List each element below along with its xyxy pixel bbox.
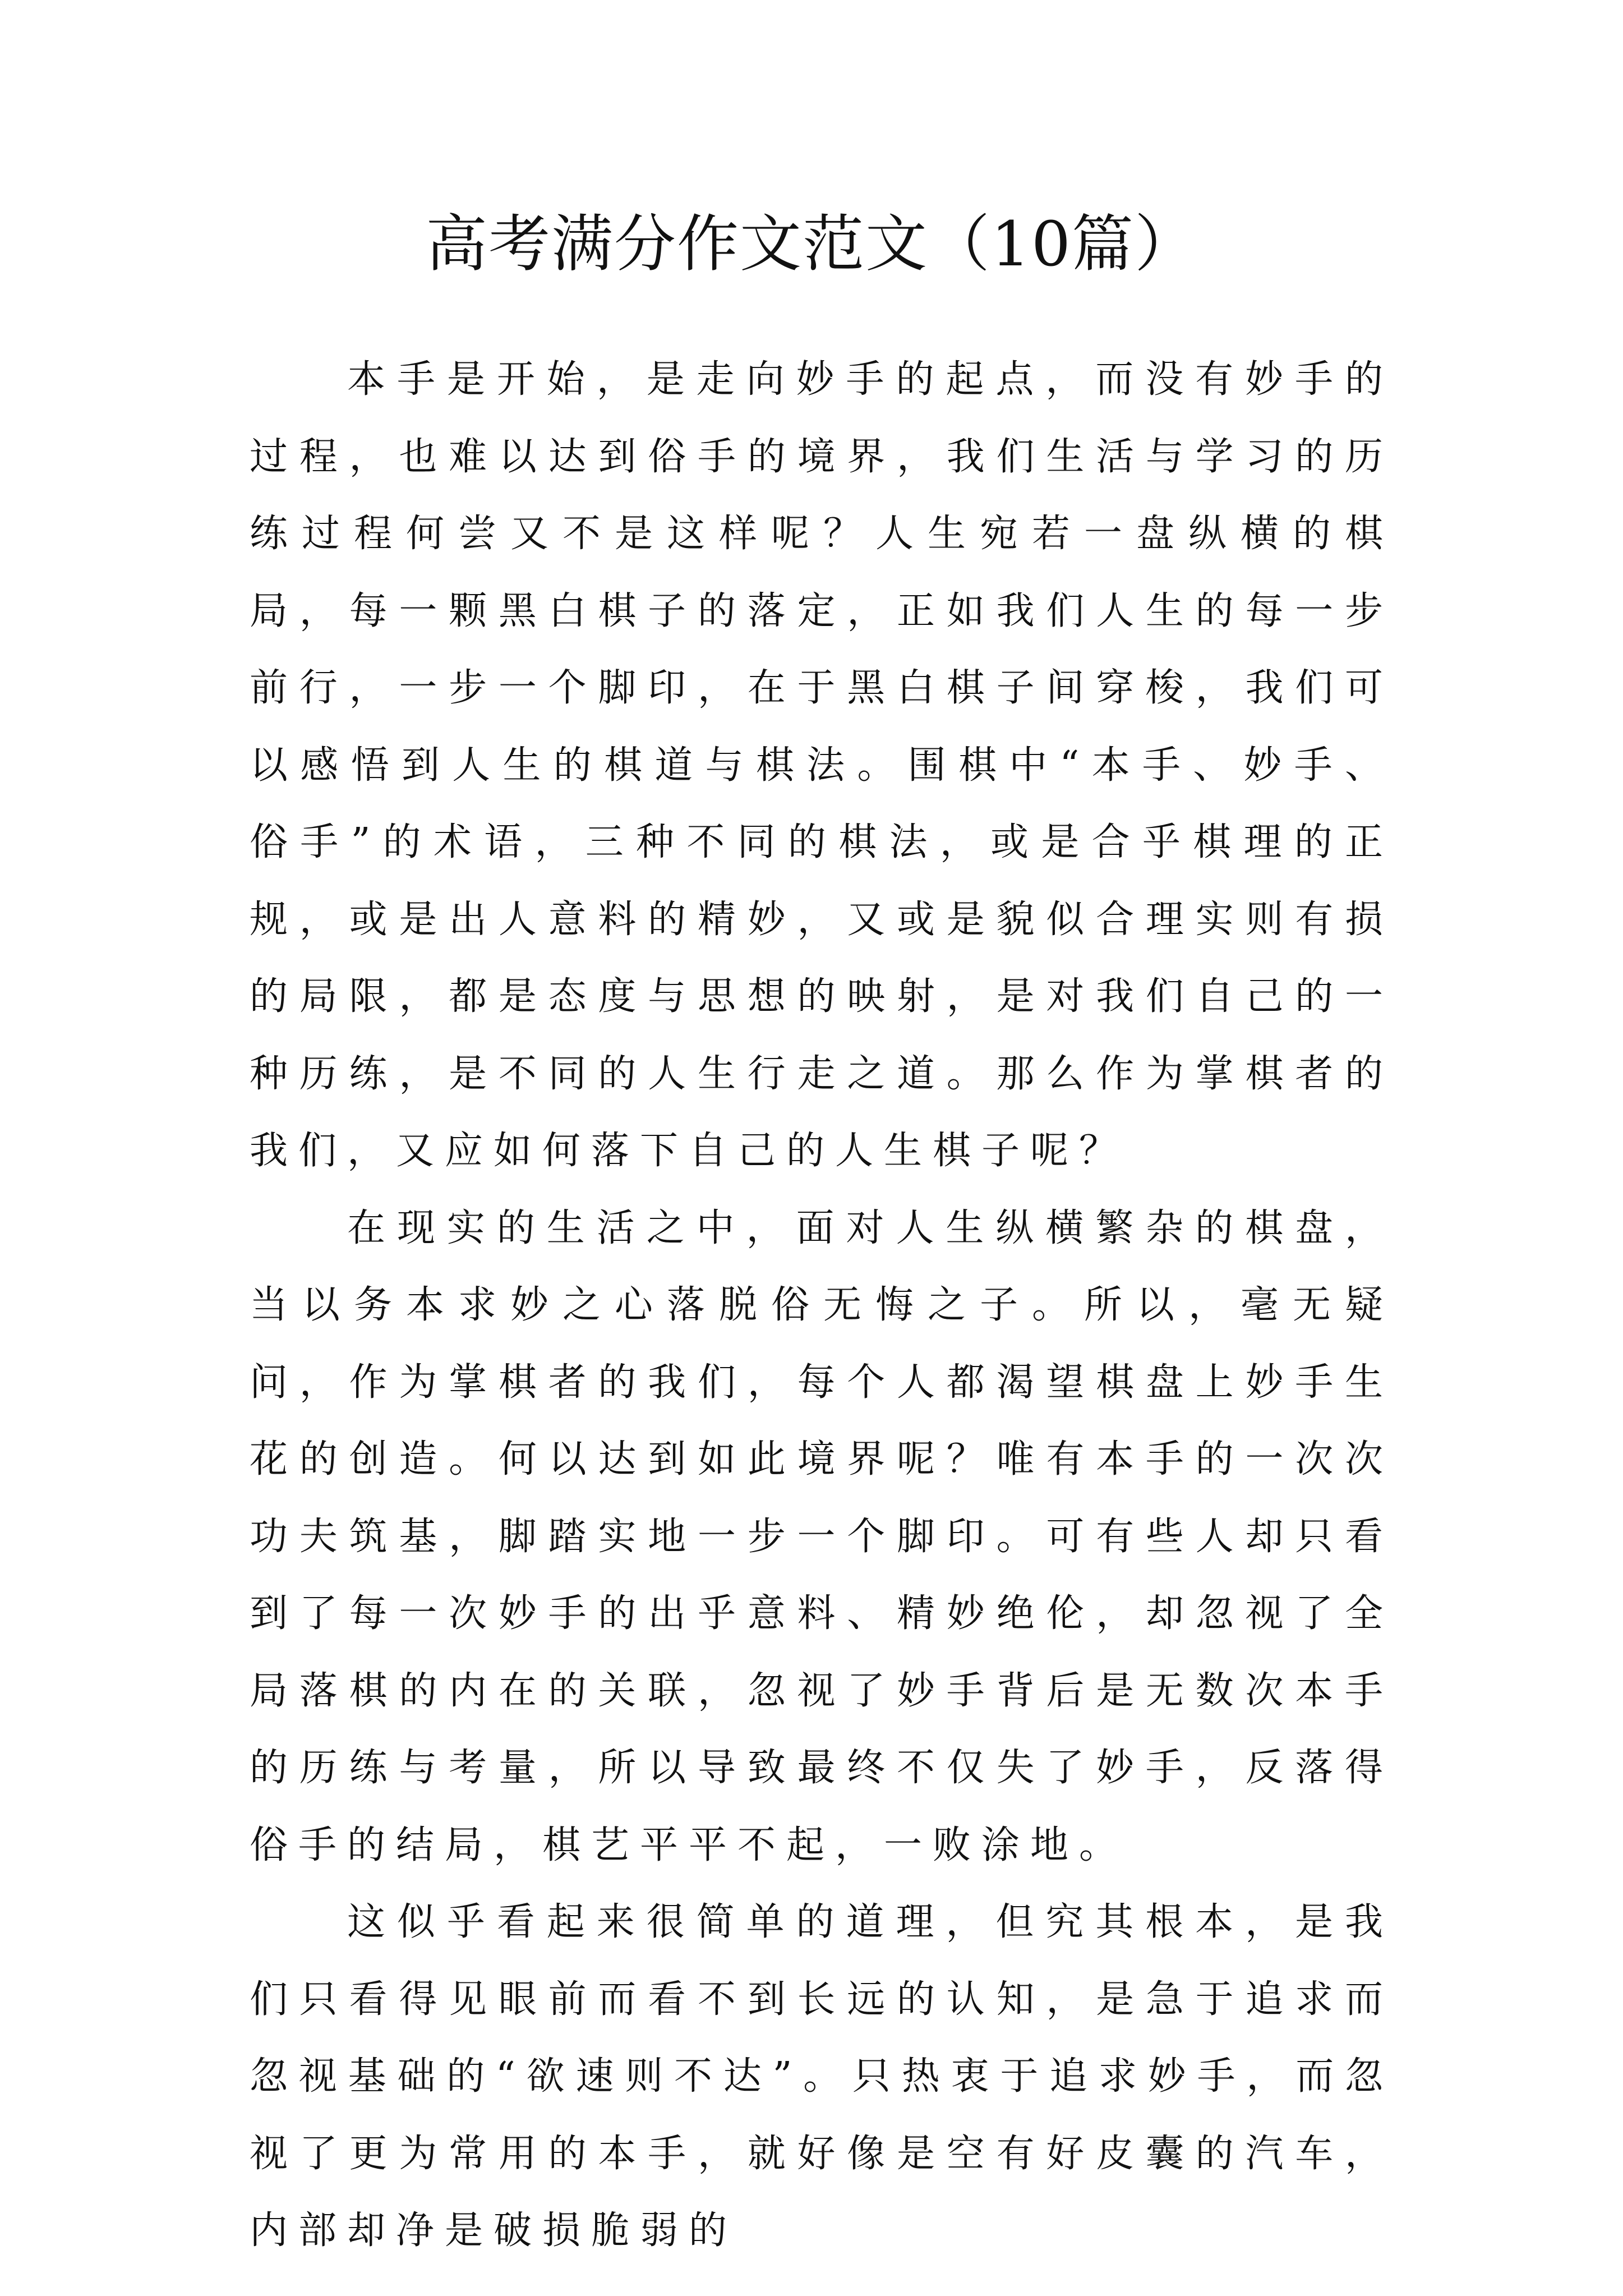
document-title: 高考满分作文范文（10篇）: [426, 208, 1197, 280]
paragraph-3: 这似乎看起来很简单的道理，但究其根本，是我们只看得见眼前而看不到长远的认知，是急于追求而忽视基础的“欲速则不达”。只热衷于追求妙手，而忽视了更为常用的本手，就好像是空有好皮囊的汽车，内部却净是破损脆弱的: [250, 1900, 1394, 2253]
paragraph-2: 在现实的生活之中，面对人生纵横繁杂的棋盘，当以务本求妙之心落脱俗无悔之子。所以，毫无疑问，作为掌棋者的我们，每个人都渴望棋盘上妙手生花的创造。何以达到如此境界呢？唯有本手的一次次功夫筑基，脚踏实地一步一个脚印。可有些人却只看到了每一次妙手的出乎意料、精妙绝伦，却忽视了全局落棋的内在的关联，忽视了妙手背后是无数次本手的历练与考量，所以导致最终不仅失了妙手，反落得俗手的结局，棋艺平平不起，一败涂地。: [250, 1205, 1394, 1867]
paragraph-1: 本手是开始，是走向妙手的起点，而没有妙手的过程，也难以达到俗手的境界，我们生活与学习的历练过程何尝又不是这样呢？人生宛若一盘纵横的棋局，每一颗黑白棋子的落定，正如我们人生的每一步前行，一步一个脚印，在于黑白棋子间穿梭，我们可以感悟到人生的棋道与棋法。围棋中“本手、妙手、俗手”的术语，三种不同的棋法，或是合乎棋理的正规，或是出人意料的精妙，又或是貌似合理实则有损的局限，都是态度与思想的映射，是对我们自己的一种历练，是不同的人生行走之道。那么作为掌棋者的我们，又应如何落下自己的人生棋子呢？: [250, 357, 1394, 1173]
document-body: [250, 341, 1394, 2270]
